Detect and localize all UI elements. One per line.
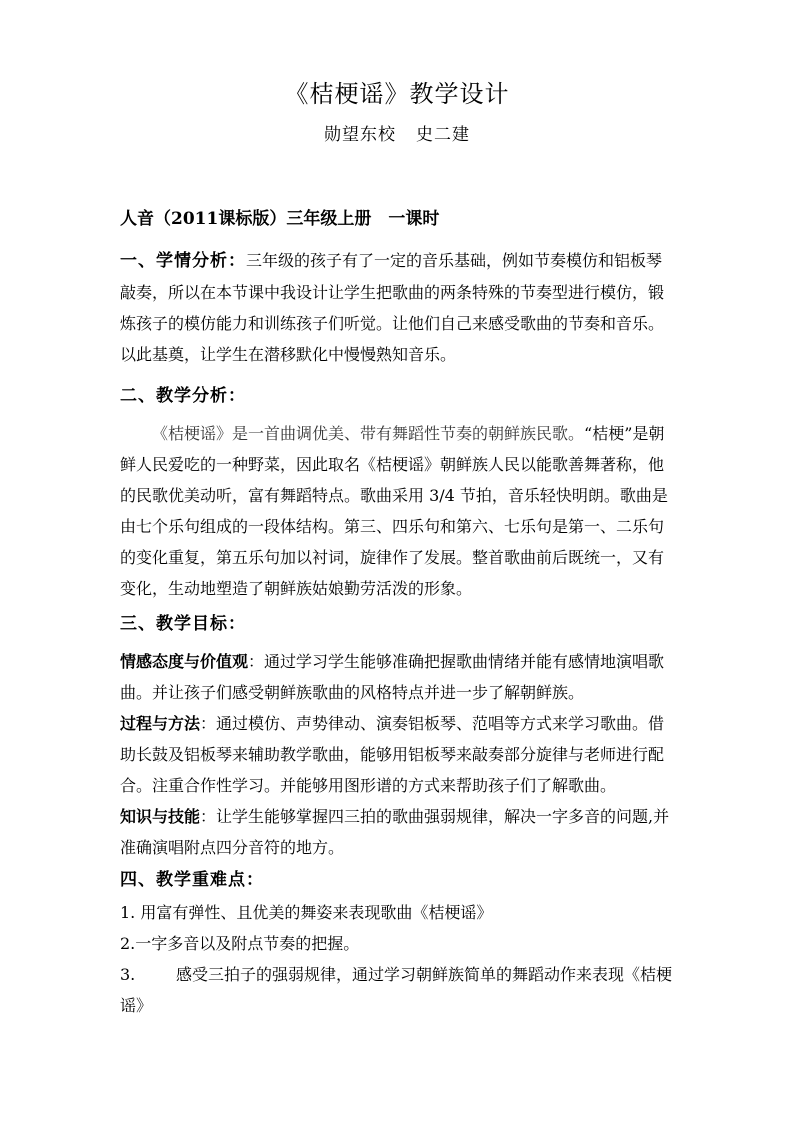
section-text: 三年级的孩子有了一定的音乐基础，例如节奏模仿和铝板琴敲奏，所以在本节课中我设计让学生把歌曲的两条特殊的节奏型进行模仿，锻炼孩子的模仿能力和训练孩子们听觉。让他们自己来感受歌曲的节奏和音乐。以此基奠，让学生在潜移默化中慢慢熟知音乐。 (120, 251, 665, 364)
item-text: 一字多音以及附点节奏的把握。 (135, 934, 360, 953)
section-heading: 一、学情分析： (120, 251, 246, 271)
section-teaching-analysis-text (120, 418, 676, 604)
key-point-item (120, 959, 676, 1021)
goal-lead: 过程与方法 (120, 714, 201, 733)
goal-text: 通过模仿、声势律动、演奏铝板琴、范唱等方式来学习歌曲。借助长鼓及铝板琴来辅助教学歌曲，能够用铝板琴来敲奏部分旋律与老师进行配合。注重合作性学习。并能够用图形谱的方式来帮助孩子们了解歌曲。 (120, 714, 665, 795)
author-name: 史二建 (416, 125, 470, 145)
item-number: 3. (120, 965, 136, 984)
analysis-text-part2: “桔梗”是朝鲜人民爱吃的一种野菜，因此取名《桔梗谣》朝鲜族人民以能歌善舞著称，他的民歌优美动听，富有舞蹈特点。歌曲采用 3/4 节拍，音乐轻快明朗。歌曲是由七个乐句组成的一段体结构。第三、四乐句和第六、七乐句是第一、二乐句的变化重复，第五乐句加以衬词，旋律作了发展。整首歌曲前后既统一，又有变化，生动地塑造了朝鲜族姑娘勤劳活泼的形象。 (120, 424, 668, 598)
goal-lead: 情感态度与价值观 (120, 652, 249, 671)
goal-sep: ： (248, 652, 265, 671)
item-text: 用富有弹性、且优美的舞姿来表现歌曲《桔梗谣》 (140, 903, 493, 922)
item-text: 感受三拍子的强弱规律，通过学习朝鲜族简单的舞蹈动作来表现《桔梗谣》 (120, 965, 673, 1015)
section-heading-teaching-goals: 三、教学目标： (120, 614, 246, 634)
goal-sep: ： (200, 807, 217, 826)
goal-lead: 知识与技能 (120, 807, 201, 826)
key-point-item (120, 928, 676, 959)
author-line (0, 122, 794, 148)
item-number: 1. (120, 903, 136, 922)
goal-knowledge (120, 801, 676, 863)
analysis-text-part1: 《桔梗谣》是一首曲调优美、带有舞蹈性节奏的朝鲜族民歌。 (152, 424, 585, 443)
section-heading-teaching-analysis: 二、教学分析： (120, 386, 246, 406)
course-line: 人音（2011课标版）三年级上册 一课时 (120, 209, 440, 229)
section-learner-analysis (120, 245, 676, 370)
section-heading-key-points: 四、教学重难点： (120, 870, 264, 890)
goal-sep: ： (200, 714, 217, 733)
goal-emotion (120, 646, 676, 708)
document-title: 《桔梗谣》教学设计 (284, 80, 510, 108)
goal-text: 让学生能够掌握四三拍的歌曲强弱规律，解决一字多音的问题,并准确演唱附点四分音符的地方。 (120, 807, 670, 857)
key-point-item (120, 897, 676, 928)
author-school: 勋望东校 (324, 125, 396, 145)
item-number: 2. (120, 934, 136, 953)
goal-text: 通过学习学生能够准确把握歌曲情绪并能有感情地演唱歌曲。并让孩子们感受朝鲜族歌曲的风格特点并进一步了解朝鲜族。 (120, 652, 665, 702)
goal-process (120, 708, 676, 801)
